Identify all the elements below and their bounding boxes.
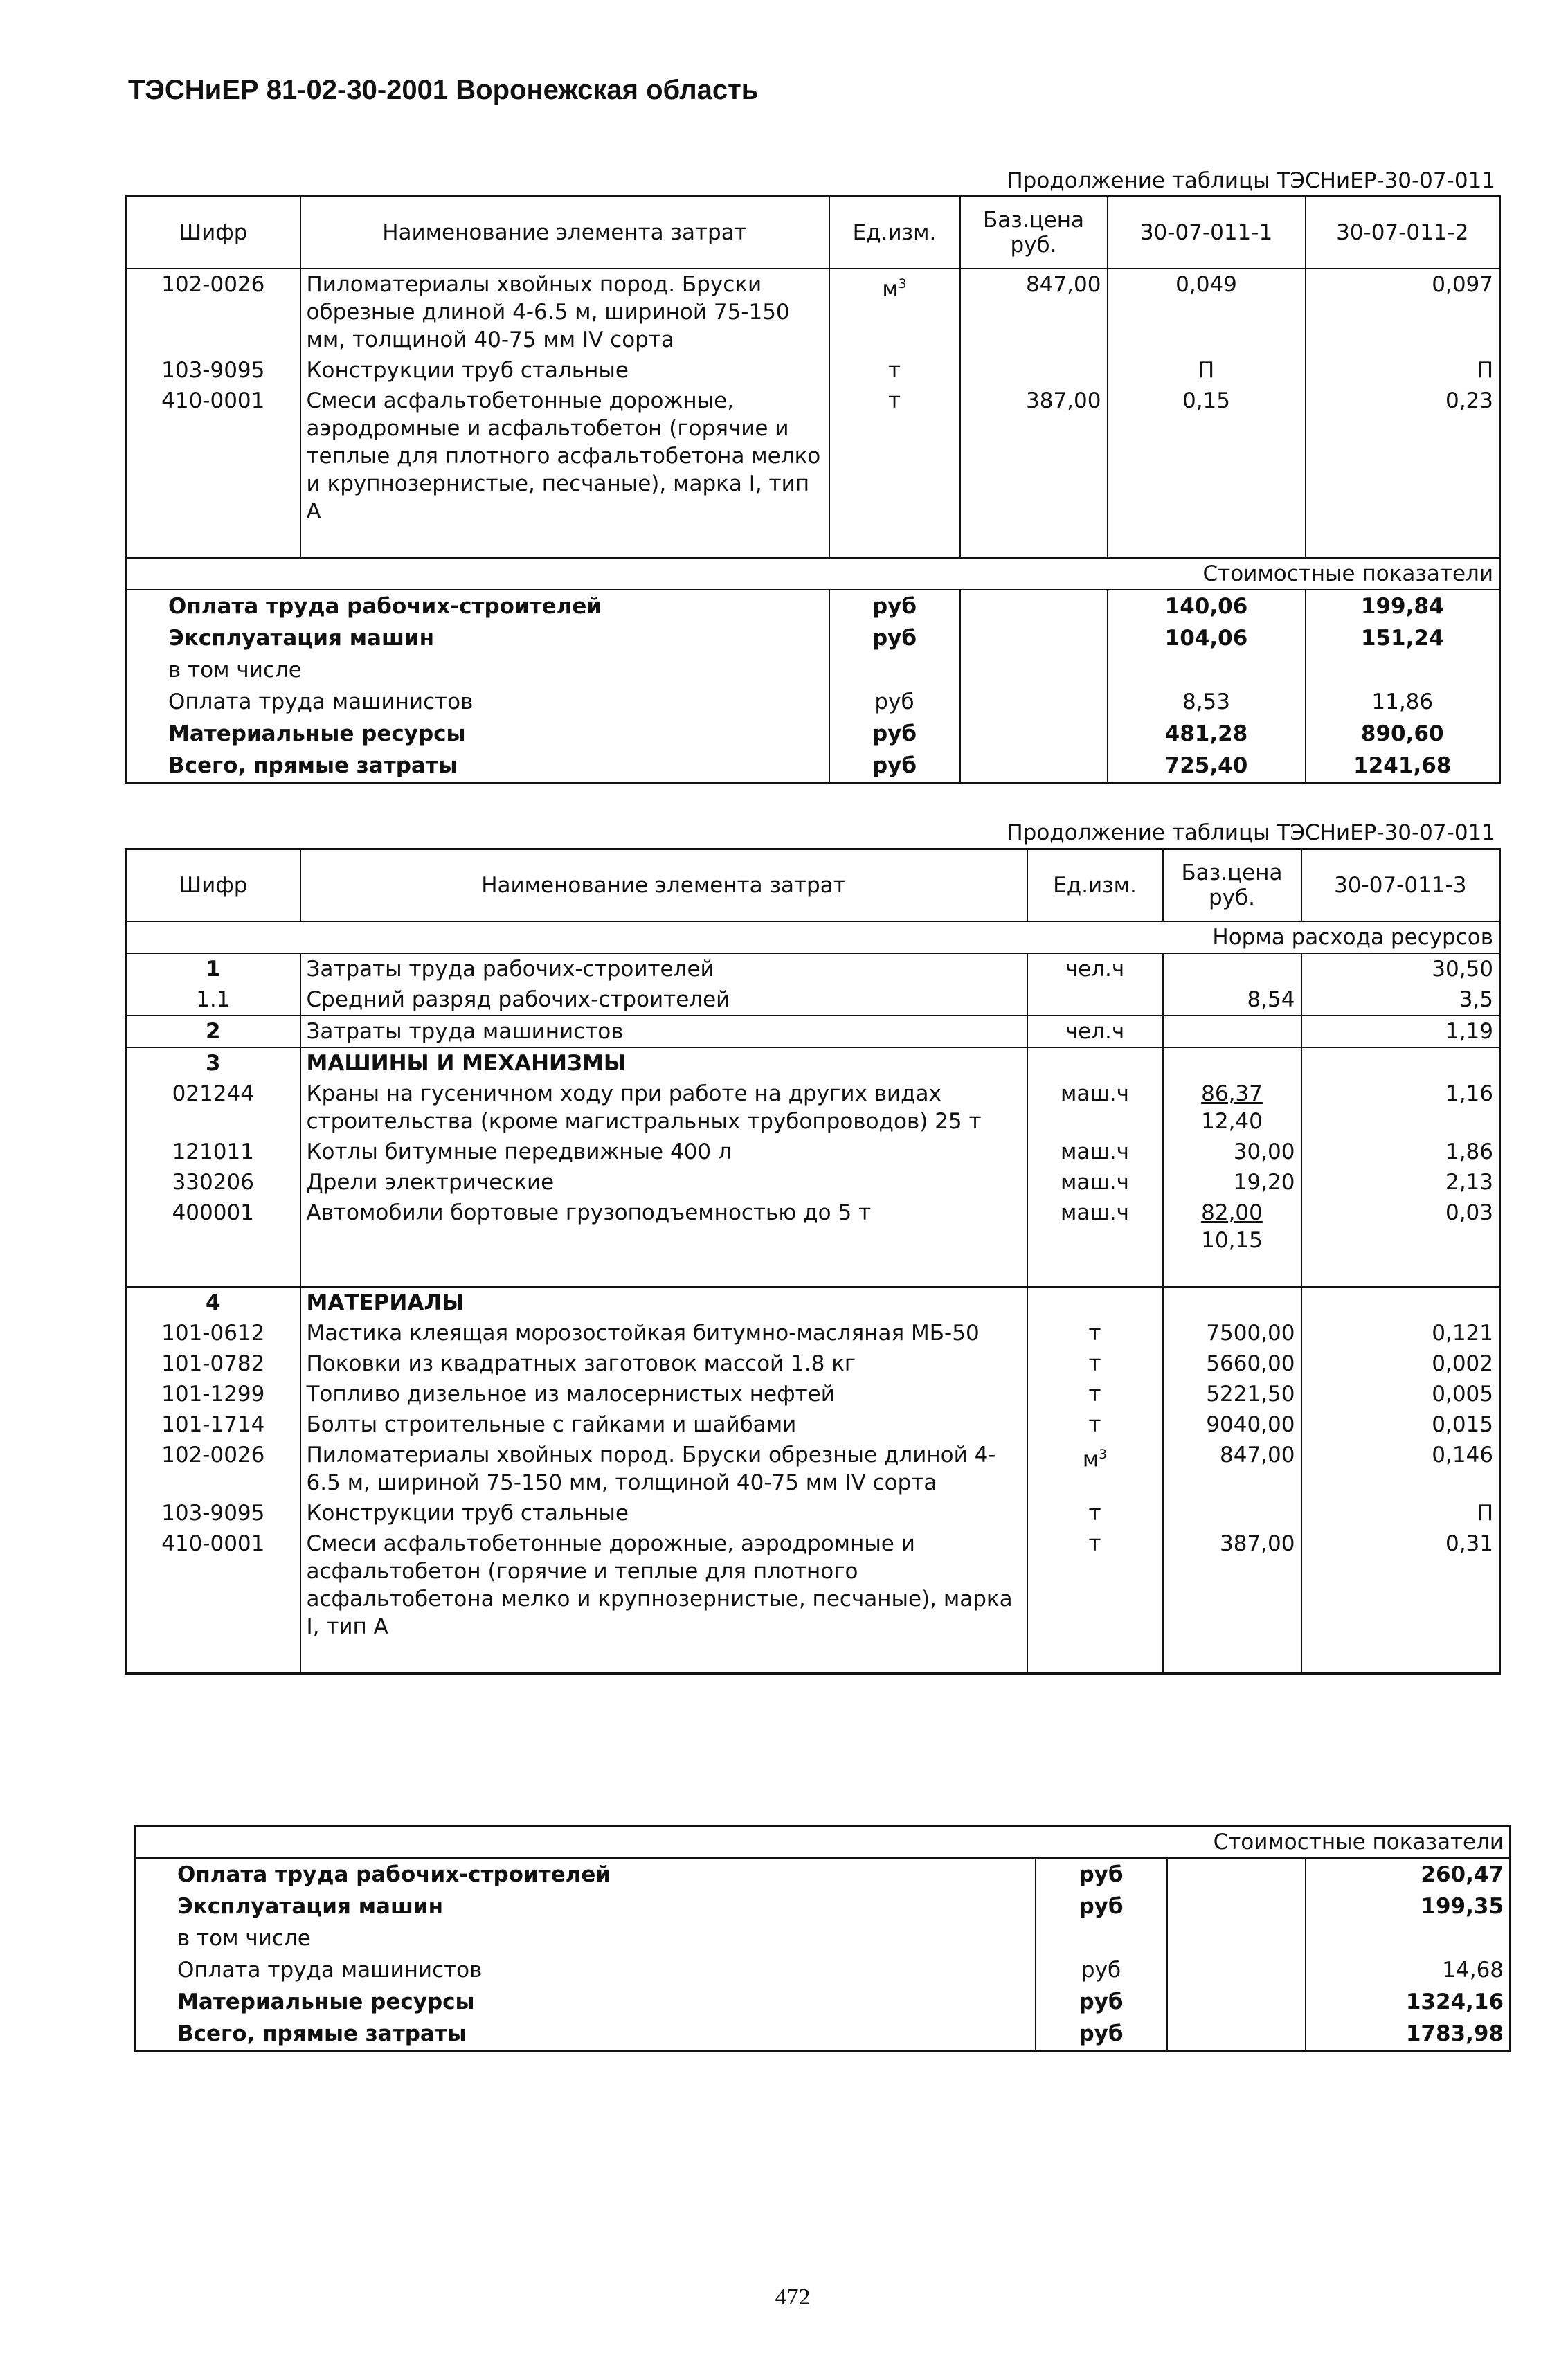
resource-code: 330206 [126,1167,300,1198]
summary-empty-price [960,750,1108,783]
summary-row [126,686,1500,718]
unit-text: чел.ч [1065,1019,1125,1044]
resource-name: Средний разряд рабочих-строителей [300,984,1027,1016]
table-row [126,386,1500,527]
value-col2: П [1306,355,1500,386]
resource-norm-value: П [1301,1498,1500,1528]
resource-norm-value: 0,121 [1301,1318,1500,1348]
summary-empty-price [960,686,1108,718]
resource-name: Пиломатериалы хвойных пород. Бруски обрезные длиной 4-6.5 м, шириной 75-150 мм, толщиной 40-75 мм IV сорта [300,269,829,355]
summary-row [135,1922,1511,1954]
section-row [126,558,1500,590]
spacer-cell [1306,527,1500,558]
resource-name: Затраты труда машинистов [300,1016,1027,1047]
resource-code: 101-1299 [126,1379,300,1409]
summary-unit: руб [1036,2018,1167,2051]
base-price [1163,1198,1301,1256]
header-col3: 30-07-011-3 [1301,849,1500,922]
base-price: 847,00 [960,269,1108,355]
summary-label: в том числе [168,658,302,683]
spacer-cell [126,1642,300,1674]
spacer-cell [1301,1642,1500,1674]
unit-text: т [1088,1531,1101,1556]
summary-value: 260,47 [1306,1858,1511,1891]
resource-code: 101-1714 [126,1409,300,1440]
group-code: 3 [126,1047,300,1079]
resource-norm-value: 2,13 [1301,1167,1500,1198]
value-col1: 0,049 [1108,269,1306,355]
page-number: 472 [775,2284,811,2310]
unit-cell [1027,1079,1163,1137]
unit-cell [1027,1348,1163,1379]
group-header-row [126,1287,1500,1318]
resource-norm-value: 0,005 [1301,1379,1500,1409]
summary-label: Эксплуатация машин [168,626,435,651]
resource-name: Топливо дизельное из малосернистых нефтей [300,1379,1027,1409]
summary-value-col2: 199,84 [1306,590,1500,622]
header-code: Шифр [126,849,300,922]
summary-empty-price [1167,1954,1306,1986]
summary-row [126,622,1500,654]
spacer-row [126,1256,1500,1287]
summary-value-col1: 140,06 [1108,590,1306,622]
section-row [126,921,1500,953]
summary-value-col1: 8,53 [1108,686,1306,718]
unit-text: т [1088,1321,1101,1346]
unit-cell [1027,984,1163,1016]
resource-code: 121011 [126,1137,300,1167]
resource-norm-value: 30,50 [1301,953,1500,984]
table-row [126,1498,1500,1528]
summary-label: Материальные ресурсы [177,1989,475,2014]
summary-empty-price [1167,1922,1306,1954]
summary-empty-price [1167,2018,1306,2051]
table-row [126,1440,1500,1498]
table-row [126,1079,1500,1137]
summary-row [135,1858,1511,1891]
resource-code: 410-0001 [126,386,300,527]
spacer-cell [1108,527,1306,558]
base-price [1163,953,1301,984]
value-col1: 0,15 [1108,386,1306,527]
empty-cell [1163,1047,1301,1079]
resource-name: Краны на гусеничном ходу при работе на других видах строительства (кроме магистральных трубопроводов) 25 т [300,1079,1027,1137]
unit-text: т [887,388,901,413]
unit-text: маш.ч [1061,1200,1129,1225]
spacer-cell [300,527,829,558]
summary-empty-price [960,654,1108,686]
header-name: Наименование элемента затрат [300,197,829,269]
group-code: 4 [126,1287,300,1318]
resource-name: Поковки из квадратных заготовок массой 1.8 кг [300,1348,1027,1379]
summary-empty-price [960,622,1108,654]
resource-name: Мастика клеящая морозостойкая битумно-масляная МБ-50 [300,1318,1027,1348]
table2-continuation-caption: Продолжение таблицы ТЭСНиЕР-30-07-011 [1007,820,1495,845]
summary-value-col2: 151,24 [1306,622,1500,654]
resource-code: 102-0026 [126,269,300,355]
header-unit: Ед.изм. [829,197,960,269]
unit-text: маш.ч [1061,1139,1129,1164]
summary-label: Всего, прямые затраты [177,2021,467,2046]
summary-unit: руб [829,750,960,783]
empty-cell [1301,1287,1500,1318]
summary-row [135,2018,1511,2051]
summary-unit: руб [829,718,960,750]
unit-superscript: 3 [1099,1447,1108,1462]
price-denominator: 12,40 [1201,1109,1263,1134]
resource-name: Смеси асфальтобетонные дорожные, аэродромные и асфальтобетон (горячие и теплые для плотного асфальтобетона мелко и крупнозернистые, песчаные), марка I, тип А [300,386,829,527]
summary-row [126,654,1500,686]
resource-code: 101-0612 [126,1318,300,1348]
summary-label: Всего, прямые затраты [168,753,458,778]
summary-label: Оплата труда рабочих-строителей [168,594,602,619]
base-price: 19,20 [1163,1167,1301,1198]
resource-name: Пиломатериалы хвойных пород. Бруски обрезные длиной 4-6.5 м, шириной 75-150 мм, толщиной 40-75 мм IV сорта [300,1440,1027,1498]
summary-value-col2: 1241,68 [1306,750,1500,783]
summary-unit: руб [829,590,960,622]
base-price [1163,1079,1301,1137]
table-row [126,1167,1500,1198]
resource-code: 2 [126,1016,300,1047]
summary-unit: руб [1036,1954,1167,1986]
spacer-row [126,527,1500,558]
table-row [126,1528,1500,1642]
summary-value: 1324,16 [1306,1986,1511,2018]
base-price: 847,00 [1163,1440,1301,1498]
unit-cell [829,269,960,355]
table1 [125,195,1501,784]
value-col1: П [1108,355,1306,386]
spacer-cell [960,527,1108,558]
section-label-cost-indicators: Стоимостные показатели [126,558,1500,590]
unit-cell [1027,953,1163,984]
spacer-cell [1027,1642,1163,1674]
unit-text: т [1088,1351,1101,1376]
table3-cost-indicators [134,1825,1511,2052]
summary-value: 14,68 [1306,1954,1511,1986]
header-col2: 30-07-011-2 [1306,197,1500,269]
base-price [960,355,1108,386]
unit-cell [1027,1016,1163,1047]
spacer-cell [126,1256,300,1287]
spacer-cell [1301,1256,1500,1287]
section-label-cost-indicators: Стоимостные показатели [135,1826,1511,1859]
summary-row [135,1986,1511,2018]
summary-unit [829,654,960,686]
unit-text: т [887,358,901,383]
unit-text: т [1088,1412,1101,1437]
resource-code: 021244 [126,1079,300,1137]
resource-norm-value: 0,03 [1301,1198,1500,1256]
unit-cell [1027,1409,1163,1440]
resource-norm-value: 0,015 [1301,1409,1500,1440]
summary-value-col1: 725,40 [1108,750,1306,783]
summary-label: Оплата труда машинистов [177,1958,483,1983]
table-row [126,1016,1500,1047]
resource-code: 102-0026 [126,1440,300,1498]
unit-cell [1027,1440,1163,1498]
resource-name: Котлы битумные передвижные 400 л [300,1137,1027,1167]
base-price: 30,00 [1163,1137,1301,1167]
summary-value-col2: 11,86 [1306,686,1500,718]
resource-norm-value: 1,19 [1301,1016,1500,1047]
empty-cell [1301,1047,1500,1079]
summary-value: 1783,98 [1306,2018,1511,2051]
group-title-materials: МАТЕРИАЛЫ [300,1287,1027,1318]
value-col2: 0,097 [1306,269,1500,355]
summary-empty-price [1167,1858,1306,1891]
resource-code: 400001 [126,1198,300,1256]
table-row [126,269,1500,355]
resource-norm-value: 3,5 [1301,984,1500,1016]
summary-row [135,1954,1511,1986]
header-price: Баз.цена руб. [1163,849,1301,922]
resource-norm-value: 0,146 [1301,1440,1500,1498]
resource-name: Смеси асфальтобетонные дорожные, аэродромные и асфальтобетон (горячие и теплые для плотного асфальтобетона мелко и крупнозернистые, песчаные), марка I, тип А [300,1528,1027,1642]
unit-text: маш.ч [1061,1170,1129,1195]
summary-label: Оплата труда рабочих-строителей [177,1862,611,1887]
resource-norm-value: 0,31 [1301,1528,1500,1642]
base-price: 5660,00 [1163,1348,1301,1379]
summary-unit: руб [829,622,960,654]
base-price: 9040,00 [1163,1409,1301,1440]
resource-norm-value: 1,16 [1301,1079,1500,1137]
empty-cell [1027,1287,1163,1318]
section-label-resource-norms: Норма расхода ресурсов [126,921,1500,953]
unit-cell [1027,1528,1163,1642]
summary-unit [1036,1922,1167,1954]
empty-cell [1027,1047,1163,1079]
base-price: 8,54 [1163,984,1301,1016]
spacer-cell [300,1642,1027,1674]
resource-name: Автомобили бортовые грузоподъемностью до 5 т [300,1198,1027,1256]
resource-code: 1 [126,953,300,984]
resource-name: Конструкции труб стальные [300,355,829,386]
summary-empty-price [1167,1986,1306,2018]
table-row [126,984,1500,1016]
section-row [135,1826,1511,1859]
summary-value-col1 [1108,654,1306,686]
table-row [126,1348,1500,1379]
header-price: Баз.цена руб. [960,197,1108,269]
summary-value [1306,1922,1511,1954]
resource-code: 101-0782 [126,1348,300,1379]
summary-value-col1: 104,06 [1108,622,1306,654]
unit-cell [829,355,960,386]
spacer-cell [126,527,300,558]
header-unit: Ед.изм. [1027,849,1163,922]
summary-row [126,590,1500,622]
base-price [1163,1498,1301,1528]
resource-norm-value: 1,86 [1301,1137,1500,1167]
summary-row [126,718,1500,750]
summary-value-col2: 890,60 [1306,718,1500,750]
summary-label: Материальные ресурсы [168,721,466,746]
header-col1: 30-07-011-1 [1108,197,1306,269]
unit-cell [1027,1167,1163,1198]
summary-value: 199,35 [1306,1891,1511,1922]
base-price: 387,00 [1163,1528,1301,1642]
spacer-cell [300,1256,1027,1287]
resource-name: Затраты труда рабочих-строителей [300,953,1027,984]
spacer-cell [1027,1256,1163,1287]
base-price [1163,1016,1301,1047]
table-row [126,1137,1500,1167]
page-title: ТЭСНиЕР 81-02-30-2001 Воронежская область [128,75,759,105]
summary-value-col1: 481,28 [1108,718,1306,750]
table-row [126,1379,1500,1409]
unit-cell [829,386,960,527]
unit-text: т [1088,1382,1101,1407]
spacer-cell [829,527,960,558]
table-row [126,953,1500,984]
resource-code: 103-9095 [126,355,300,386]
table-row [126,355,1500,386]
unit-text: м [882,276,899,302]
price-numerator: 82,00 [1201,1200,1263,1225]
unit-cell [1027,1498,1163,1528]
base-price: 387,00 [960,386,1108,527]
resource-name: Болты строительные с гайками и шайбами [300,1409,1027,1440]
summary-empty-price [1167,1891,1306,1922]
resource-norm-value: 0,002 [1301,1348,1500,1379]
table-row [126,1198,1500,1256]
summary-empty-price [960,718,1108,750]
summary-label: Оплата труда машинистов [168,689,474,714]
group-title-machines: МАШИНЫ И МЕХАНИЗМЫ [300,1047,1027,1079]
summary-label: Эксплуатация машин [177,1894,444,1919]
unit-text: чел.ч [1065,957,1125,982]
table2 [125,848,1501,1675]
table1-continuation-caption: Продолжение таблицы ТЭСНиЕР-30-07-011 [1007,168,1495,193]
summary-row [126,750,1500,783]
group-header-row [126,1047,1500,1079]
summary-unit: руб [829,686,960,718]
unit-cell [1027,1198,1163,1256]
unit-cell [1027,1318,1163,1348]
summary-value-col2 [1306,654,1500,686]
price-denominator: 10,15 [1201,1228,1263,1253]
unit-text: т [1088,1501,1101,1526]
empty-cell [1163,1287,1301,1318]
summary-empty-price [960,590,1108,622]
spacer-cell [1163,1256,1301,1287]
resource-name: Дрели электрические [300,1167,1027,1198]
value-col2: 0,23 [1306,386,1500,527]
table-row [126,1409,1500,1440]
unit-cell [1027,1137,1163,1167]
base-price: 7500,00 [1163,1318,1301,1348]
price-numerator: 86,37 [1201,1081,1263,1106]
header-name: Наименование элемента затрат [300,849,1027,922]
summary-unit: руб [1036,1891,1167,1922]
spacer-cell [1163,1642,1301,1674]
header-code: Шифр [126,197,300,269]
unit-text: м [1082,1447,1099,1472]
resource-code: 410-0001 [126,1528,300,1642]
summary-unit: руб [1036,1858,1167,1891]
unit-text: маш.ч [1061,1081,1129,1106]
summary-row [135,1891,1511,1922]
spacer-row [126,1642,1500,1674]
unit-cell [1027,1379,1163,1409]
summary-label: в том числе [177,1926,311,1951]
table-row [126,1318,1500,1348]
unit-superscript: 3 [898,277,907,291]
resource-code: 103-9095 [126,1498,300,1528]
resource-name: Конструкции труб стальные [300,1498,1027,1528]
summary-unit: руб [1036,1986,1167,2018]
resource-code: 1.1 [126,984,300,1016]
base-price: 5221,50 [1163,1379,1301,1409]
